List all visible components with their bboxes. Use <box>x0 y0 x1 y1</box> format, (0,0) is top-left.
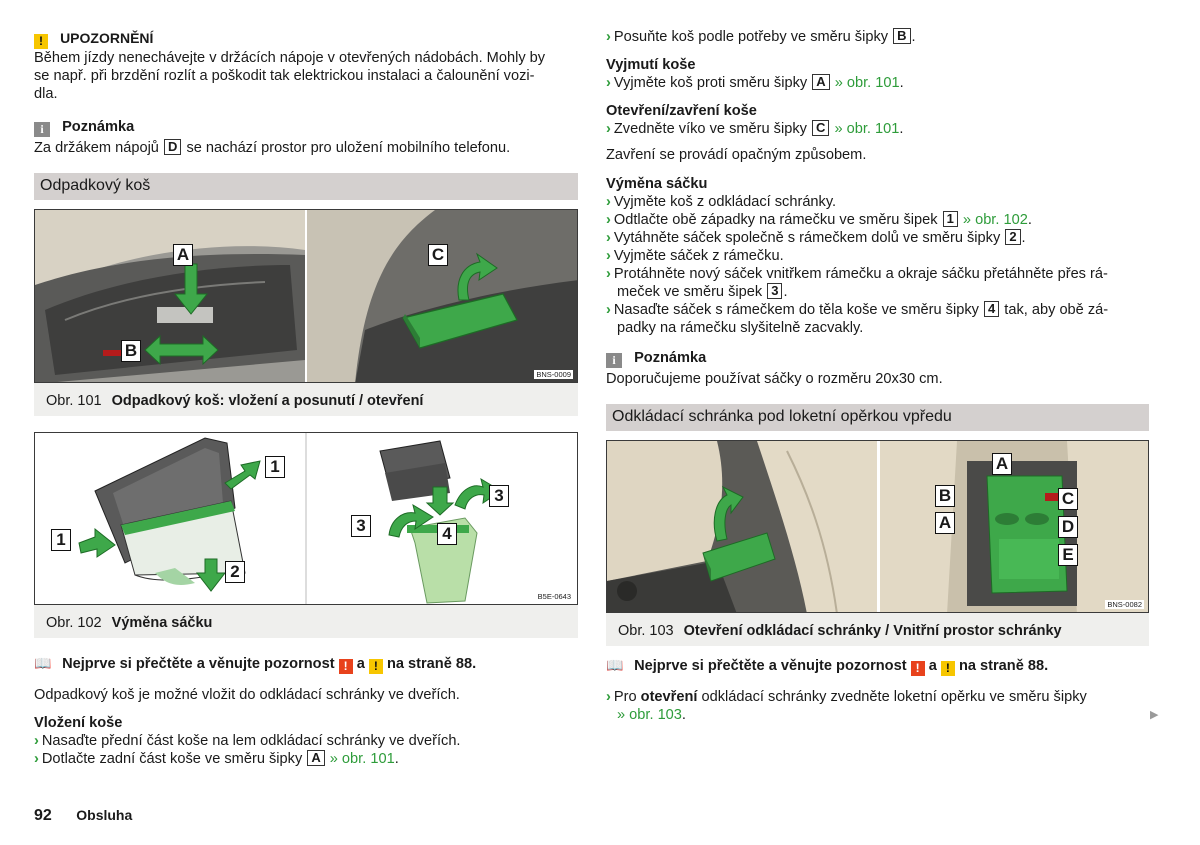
figure-reference-link[interactable]: » obr. 101 <box>329 751 395 767</box>
bag-block <box>606 175 1151 337</box>
warning-block <box>34 29 579 103</box>
figure-label: 3 <box>351 515 371 537</box>
book-icon: 📖 <box>606 657 624 673</box>
read-first-and: a <box>356 656 365 672</box>
key-label: D <box>164 139 181 155</box>
warning-title: UPOZORNĚNÍ <box>60 30 154 46</box>
step-continuation: padky na rámečku slyšitelně zacvakly. <box>617 320 864 336</box>
figure-label: C <box>1058 488 1078 510</box>
step <box>606 28 1151 46</box>
read-first-text: Nejprve si přečtěte a věnujte pozornost <box>62 656 335 672</box>
insert-block <box>34 714 579 768</box>
paragraph: Odpadkový koš je možné vložit do odkládací schránky ve dveřích. <box>34 687 460 703</box>
figure-label: E <box>1058 544 1078 566</box>
key-label: 2 <box>1005 229 1020 245</box>
step-text: tak, aby obě zá- <box>1004 302 1109 318</box>
open-block <box>606 102 1151 164</box>
section-title: Odpadkový koš <box>40 177 151 194</box>
figure-101 <box>34 209 578 383</box>
step <box>34 732 579 750</box>
step-text: meček ve směru šipek <box>617 284 763 300</box>
figure-reference-link[interactable]: » obr. 103 <box>617 707 682 723</box>
step-text: Odtlačte obě západky na rámečku ve směru šipek <box>613 212 938 228</box>
step-arrow-icon: › <box>34 733 39 749</box>
section-title: Odkládací schránka pod loketní opěrkou vpředu <box>612 408 952 425</box>
key-label: 1 <box>943 211 958 227</box>
figure-code: B5E-0643 <box>537 592 571 601</box>
figure-title: Otevření odkládací schránky / Vnitřní prostor schránky <box>683 623 1062 639</box>
step-text: Pro <box>613 689 637 705</box>
read-first-line <box>606 656 1151 676</box>
subheading: Výměna sáčku <box>606 176 708 192</box>
figure-caption <box>34 383 578 416</box>
figure-102 <box>34 432 578 605</box>
step-arrow-icon: › <box>606 29 611 45</box>
step <box>606 120 1151 138</box>
step <box>606 193 1151 211</box>
figure-reference-link[interactable]: » obr. 101 <box>834 121 900 137</box>
figure-title: Odpadkový koš: vložení a posunutí / otevření <box>111 393 424 409</box>
figure-label: D <box>1058 516 1078 538</box>
step <box>606 688 1136 724</box>
info-icon: i <box>34 122 50 137</box>
key-label: B <box>893 28 910 44</box>
warning-line: dla. <box>34 86 58 102</box>
info-icon: i <box>606 353 622 368</box>
section-heading <box>34 173 578 200</box>
page-number: 92 <box>34 807 52 824</box>
step-text: Nasaďte sáček s rámečkem do těla koše ve směru šipky <box>613 302 979 318</box>
read-first-line <box>34 654 579 674</box>
step-text: odkládací schránky zvedněte loketní opěrku ve směru šipky <box>701 689 1087 705</box>
read-first-suffix: na straně 88. <box>386 656 477 672</box>
step-text: Vyjměte koš proti směru šipky <box>613 75 808 91</box>
step-text: Vyjměte koš z odkládací schránky. <box>613 194 837 210</box>
note-text <box>34 139 579 157</box>
figure-label: B <box>935 485 955 507</box>
step-arrow-icon: › <box>606 230 611 246</box>
figure-102-illustration <box>35 433 578 605</box>
next-page-arrow-icon[interactable]: ▶ <box>1150 709 1159 721</box>
read-first-text: Nejprve si přečtěte a věnujte pozornost <box>634 658 907 674</box>
page-footer <box>34 806 132 825</box>
figure-number: Obr. 101 <box>46 393 102 409</box>
step <box>34 750 579 768</box>
subheading: Otevření/zavření koše <box>606 103 757 119</box>
step-text-end: . <box>899 75 904 91</box>
step-text-end: . <box>911 29 916 45</box>
book-icon: 📖 <box>34 655 52 671</box>
figure-caption <box>34 605 578 638</box>
figure-reference-link[interactable]: » obr. 101 <box>834 75 900 91</box>
step <box>606 74 1151 92</box>
chapter-name: Obsluha <box>76 807 133 823</box>
step-arrow-icon: › <box>606 266 611 282</box>
step-text: Vytáhněte sáček společně s rámečkem dolů ve směru šipky <box>613 230 1001 246</box>
step-text-end: . <box>1021 230 1026 246</box>
warning-icon: ! <box>34 34 48 49</box>
figure-code: BNS-0009 <box>536 370 571 379</box>
figure-label: 1 <box>265 456 285 478</box>
figure-label: 4 <box>437 523 457 545</box>
section-heading <box>606 404 1149 431</box>
figure-caption <box>606 613 1149 646</box>
figure-number: Obr. 103 <box>618 623 674 639</box>
step-continuation <box>606 283 1151 301</box>
figure-label: 1 <box>51 529 71 551</box>
step-text-end: . <box>783 284 788 300</box>
figure-label: A <box>173 244 193 266</box>
warning-icon: ! <box>369 659 383 674</box>
figure-label: 2 <box>225 561 245 583</box>
key-label: A <box>307 750 324 766</box>
step-text-end: . <box>681 707 686 723</box>
step-text: Zvedněte víko ve směru šipky <box>613 121 807 137</box>
key-label: 3 <box>767 283 782 299</box>
note-text-part: Za držákem nápojů <box>34 140 159 156</box>
subheading: Vložení koše <box>34 715 123 731</box>
key-label: 4 <box>984 301 999 317</box>
step-text: Posuňte koš podle potřeby ve směru šipky <box>613 29 889 45</box>
warning-icon: ! <box>911 661 925 676</box>
step-arrow-icon: › <box>606 302 611 318</box>
subheading: Vyjmutí koše <box>606 57 696 73</box>
step <box>606 301 1151 319</box>
step <box>606 265 1151 283</box>
step-arrow-icon: › <box>606 689 611 705</box>
note-block <box>34 118 579 157</box>
figure-title: Výměna sáčku <box>111 615 213 631</box>
step-text: Protáhněte nový sáček vnitřkem rámečku a okraje sáčku přetáhněte přes rá- <box>613 266 1108 282</box>
figure-code: BNS-0082 <box>1107 600 1142 609</box>
step-arrow-icon: › <box>606 75 611 91</box>
step <box>606 247 1151 265</box>
warning-line: Během jízdy nenechávejte v držácích nápoje v otevřených nádobách. Mohly by <box>34 50 546 66</box>
warning-icon: ! <box>941 661 955 676</box>
step-arrow-icon: › <box>34 751 39 767</box>
step-text: Nasaďte přední část koše na lem odkládací schránky ve dveřích. <box>41 733 461 749</box>
step <box>606 229 1151 247</box>
step-text: Dotlačte zadní část koše ve směru šipky <box>41 751 303 767</box>
read-first-and: a <box>928 658 937 674</box>
figure-reference-link[interactable]: » obr. 102 <box>962 212 1028 228</box>
key-label: A <box>812 74 829 90</box>
warning-icon: ! <box>339 659 353 674</box>
figure-label: B <box>121 340 141 362</box>
figure-103 <box>606 440 1149 613</box>
warning-header <box>34 29 579 47</box>
step-text-end: . <box>899 121 904 137</box>
note-text: Doporučujeme používat sáčky o rozměru 20x30 cm. <box>606 371 943 387</box>
figure-label: C <box>428 244 448 266</box>
note-title: Poznámka <box>634 350 707 366</box>
read-first-suffix: na straně 88. <box>958 658 1049 674</box>
step-arrow-icon: › <box>606 248 611 264</box>
figure-101-illustration <box>35 210 578 383</box>
step-arrow-icon: › <box>606 121 611 137</box>
step-arrow-icon: › <box>606 194 611 210</box>
note-title: Poznámka <box>62 119 135 135</box>
figure-label: A <box>935 512 955 534</box>
key-label: C <box>812 120 829 136</box>
paragraph: Zavření se provádí opačným způsobem. <box>606 147 867 163</box>
step-text-bold: otevření <box>640 689 698 705</box>
step-arrow-icon: › <box>606 212 611 228</box>
warning-line: se např. při brzdění rozlít a poškodit tak elektrickou instalaci a čalounění vozi- <box>34 68 535 84</box>
note-text-part: se nachází prostor pro uložení mobilního telefonu. <box>186 140 511 156</box>
step-text-end: . <box>1027 212 1032 228</box>
remove-block <box>606 56 1151 92</box>
step-text-end: . <box>394 751 399 767</box>
figure-label: 3 <box>489 485 509 507</box>
step <box>606 211 1151 229</box>
step-text: Vyjměte sáček z rámečku. <box>613 248 784 264</box>
figure-label: A <box>992 453 1012 475</box>
warning-text <box>34 49 579 103</box>
figure-number: Obr. 102 <box>46 615 102 631</box>
note-block <box>606 349 1151 388</box>
